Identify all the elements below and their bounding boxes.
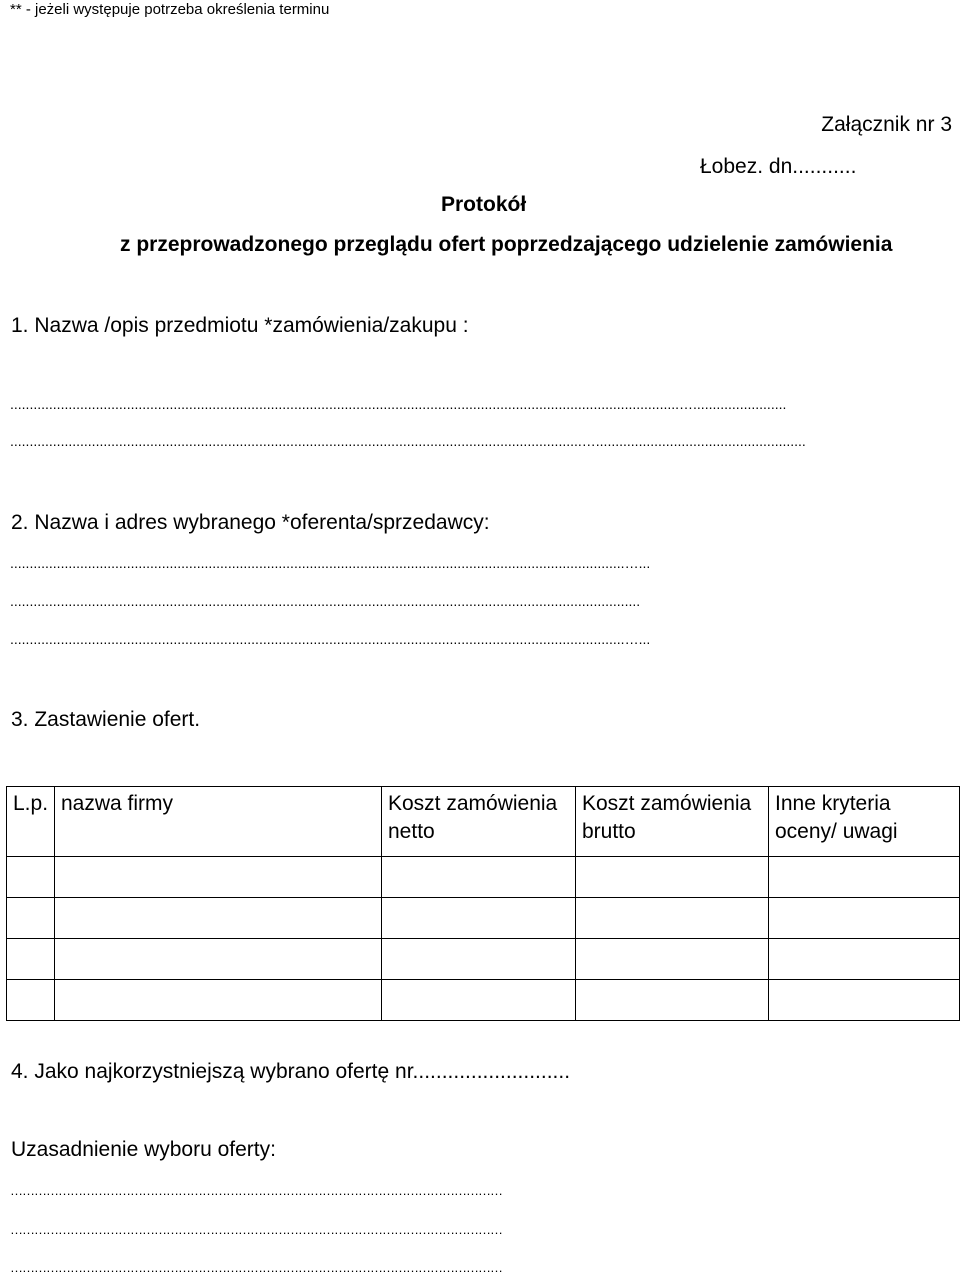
place-date: Łobez. dn........... [700,155,857,178]
justification-line-2: …………………………………………………………………………………………………………… [10,1222,502,1237]
table-cell [576,980,769,1021]
table-row [7,857,960,898]
table-cell [7,898,55,939]
section-2-line-1: ..............................................................................................................................................................…... [10,555,651,571]
justification-label: Uzasadnienie wyboru oferty: [11,1138,276,1161]
table-cell [382,898,576,939]
table-row [7,898,960,939]
table-cell [55,939,382,980]
table-cell [769,980,960,1021]
justification-line-1: …………………………………………………………………………………………………………… [10,1183,502,1198]
document-title: Protokół [441,193,527,216]
table-cell [576,898,769,939]
section-1-line-1: ............................................................................................................................................................................…........................ [10,396,787,412]
table-row [7,980,960,1021]
table-cell [55,898,382,939]
section-3-label: 3. Zastawienie ofert. [11,708,201,731]
section-4-label: 4. Jako najkorzystniejszą wybrano ofertę nr........................... [11,1060,571,1083]
header-gross-cost: Koszt zamówienia brutto [576,787,769,857]
table-cell [55,980,382,1021]
table-cell [7,857,55,898]
section-2-line-3: ..............................................................................................................................................................…... [10,631,651,647]
table-cell [769,857,960,898]
header-company-name: nazwa firmy [55,787,382,857]
table-cell [769,939,960,980]
table-row [7,939,960,980]
header-lp: L.p. [7,787,55,857]
justification-line-3: …………………………………………………………………………………………………………… [10,1260,502,1275]
table-cell [55,857,382,898]
table-cell [7,939,55,980]
table-header-row [7,787,960,857]
table-cell [382,857,576,898]
footnote: ** - jeżeli występuje potrzeba określenia terminu [10,1,330,18]
table-cell [576,857,769,898]
header-other-criteria: Inne kryteria oceny/ uwagi [769,787,960,857]
section-1-line-2: ...................................................................................................................................................…...................................................... [10,433,806,449]
table-cell [7,980,55,1021]
section-2-label: 2. Nazwa i adres wybranego *oferenta/sprzedawcy: [11,511,490,534]
table-cell [382,939,576,980]
section-1-label: 1. Nazwa /opis przedmiotu *zamówienia/zakupu : [11,314,469,337]
document-subtitle: z przeprowadzonego przeglądu ofert poprzedzającego udzielenie zamówienia [120,233,893,256]
header-net-cost: Koszt zamówienia netto [382,787,576,857]
section-2-line-2: .................................................................................................................................................................. [10,593,641,609]
attachment-label: Załącznik nr 3 [821,113,952,136]
table-cell [382,980,576,1021]
table-cell [576,939,769,980]
table-cell [769,898,960,939]
offers-table [6,786,960,1021]
